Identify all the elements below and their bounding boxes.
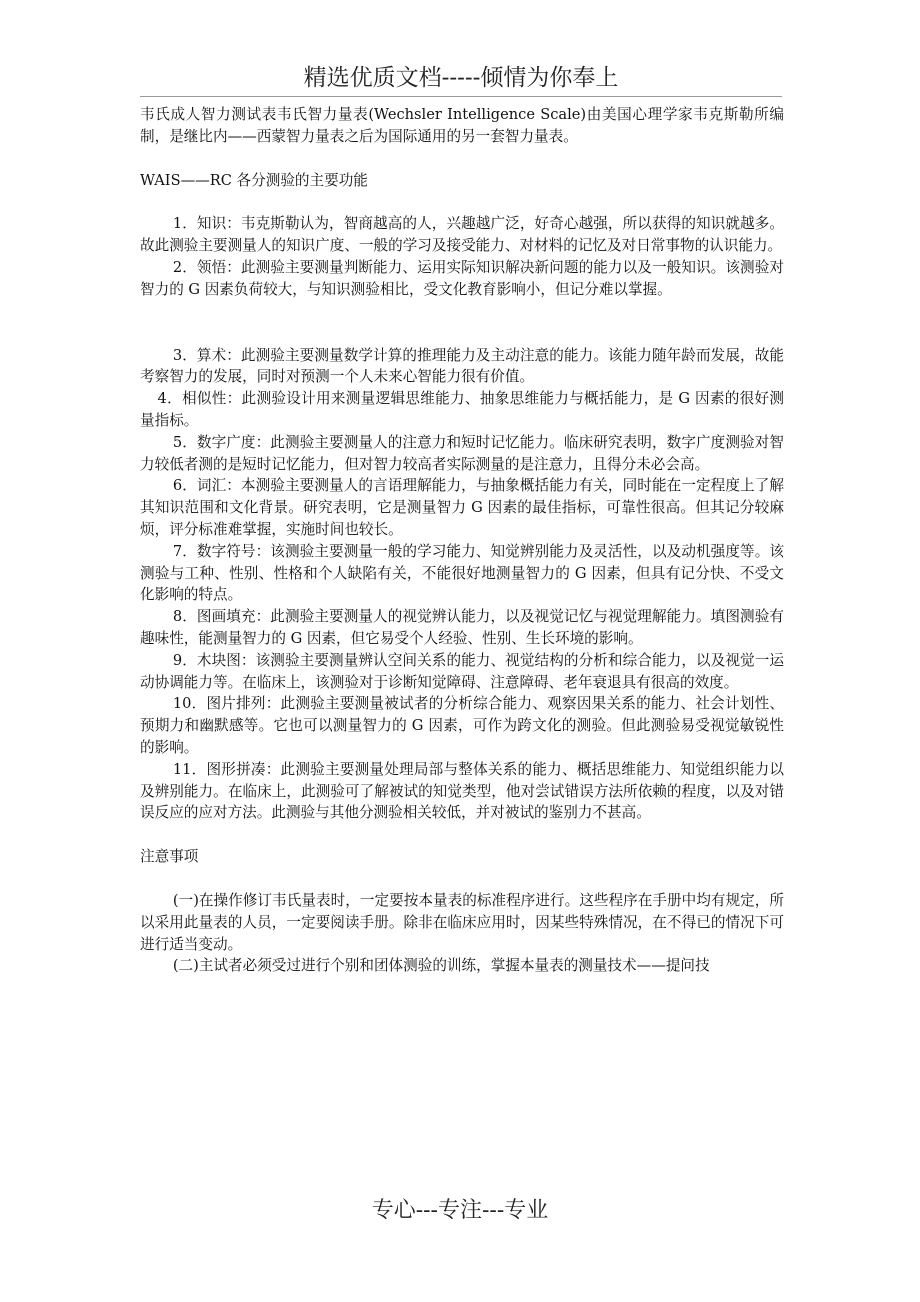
page-footer: 专心---专注---专业 (371, 1198, 549, 1223)
note-paragraph: (一)在操作修订韦氏量表时，一定要按本量表的标准程序进行。这些程序在手册中均有规定，所以采用此量表的人员，一定要阅读手册。除非在临床应用时，因某些特殊情况，在不得已的情况下可进行适当变动。 (140, 891, 784, 953)
subtest-item-object-assembly: 11．图形拼凑：此测验主要测量处理局部与整体关系的能力、概括思维能力、知觉组织能力以及辨别能力。在临床上，此测验可了解被试的知觉类型，他对尝试错误方法所依赖的程度，以及对错误反应的应对方法。此测验与其他分测验相关较低，并对被试的鉴别力不甚高。 (140, 760, 784, 822)
subtest-item-knowledge: 1．知识：韦克斯勒认为，智商越高的人，兴趣越广泛，好奇心越强，所以获得的知识就越多。故此测验主要测量人的知识广度、一般的学习及接受能力、对材料的记忆及对日常事物的认识能力。 (140, 215, 784, 255)
subtest-item-similarities: 4．相似性：此测验设计用来测量逻辑思维能力、抽象思维能力与概括能力，是 G 因素的很好测量指标。 (140, 390, 784, 429)
subtest-item-digit-symbol: 7．数字符号：该测验主要测量一般的学习能力、知觉辨别能力及灵活性，以及动机强度等。该测验与工种、性别、性格和个人缺陷有关，不能很好地测量智力的 G 因素，但具有记分快、不受文化影响的特点。 (140, 542, 784, 604)
intro-paragraph: 韦氏成人智力测试表韦氏智力量表(Wechsler Intelligence Scale)由美国心理学家韦克斯勒所编制，是继比内——西蒙智力量表之后为国际通用的另一套智力量表。 (140, 106, 784, 145)
subtest-item-picture-completion: 8．图画填充：此测验主要测量人的视觉辨认能力，以及视觉记忆与视觉理解能力。填图测验有趣味性，能测量智力的 G 因素，但它易受个人经验、性别、生长环境的影响。 (140, 608, 784, 647)
section-title: WAIS——RC 各分测验的主要功能 (140, 171, 368, 189)
subtest-item-comprehension: 2．领悟：此测验主要测量判断能力、运用实际知识解决新问题的能力以及一般知识。该测验对智力的 G 因素负荷较大，与知识测验相比，受文化教育影响小，但记分难以掌握。 (140, 258, 784, 298)
subtest-item-arithmetic: 3．算术：此测验主要测量数学计算的推理能力及主动注意的能力。该能力随年龄而发展，故能考察智力的发展，同时对预测一个人未来心智能力很有价值。 (140, 346, 784, 386)
subtest-item-digit-span: 5．数字广度：此测验主要测量人的注意力和短时记忆能力。临床研究表明，数字广度测验对智力较低者测的是短时记忆能力，但对智力较高者实际测量的是注意力，且得分未必会高。 (140, 433, 784, 473)
note-paragraph: (二)主试者必须受过进行个别和团体测验的训练，掌握本量表的测量技术——提问技 (172, 957, 710, 975)
subtest-item-picture-arrangement: 10．图片排列：此测验主要测量被试者的分析综合能力、观察因果关系的能力、社会计划性、预期力和幽默感等。它也可以测量智力的 G 因素，可作为跨文化的测验。但此测验易受视觉敏锐性的影响。 (140, 695, 784, 756)
subtest-item-block-design: 9．木块图：该测验主要测量辨认空间关系的能力、视觉结构的分析和综合能力，以及视觉一运动协调能力等。在临床上，该测验对于诊断知觉障碍、注意障碍、老年衰退具有很高的效度。 (140, 651, 784, 691)
page-header: 精选优质文档-----倾情为你奉上 (140, 60, 782, 97)
subtest-item-vocabulary: 6．词汇：本测验主要测量人的言语理解能力，与抽象概括能力有关，同时能在一定程度上了解其知识范围和文化背景。研究表明，它是测量智力 G 因素的最佳指标，可靠性很高。但其记分较麻烦，评分标准难掌握，实施时间也较长。 (140, 477, 784, 538)
document-body (140, 104, 784, 977)
notes-title: 注意事项 (140, 848, 199, 866)
